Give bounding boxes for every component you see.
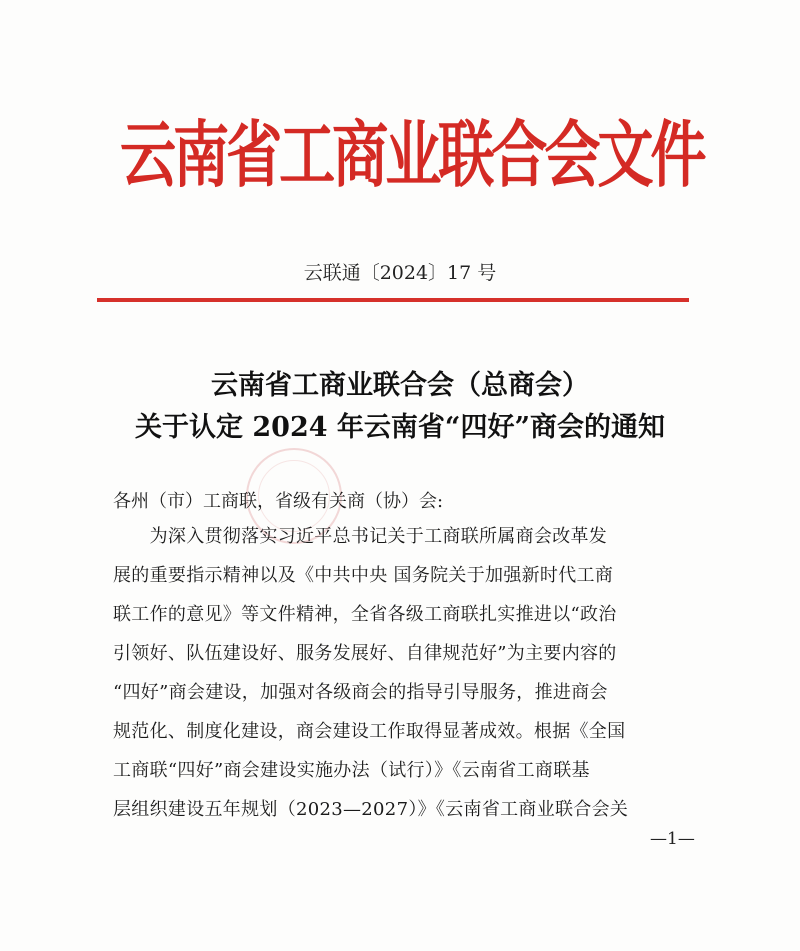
body-paragraph-line: 为深入贯彻落实习近平总书记关于工商联所属商会改革发 (113, 526, 608, 547)
body-paragraph-line: 引领好、队伍建设好、服务发展好、自律规范好”为主要内容的 (113, 643, 617, 664)
red-divider-line (97, 298, 689, 302)
body-paragraph-line: 层组织建设五年规划（2023—2027）》《云南省工商业联合会关 (113, 799, 629, 820)
document-number: 云联通〔2024〕17 号 (303, 262, 497, 284)
body-paragraph-line: 展的重要指示精神以及《中共中央 国务院关于加强新时代工商 (113, 565, 614, 586)
body-paragraph-line: “四好”商会建设，加强对各级商会的指导引导服务，推进商会 (113, 682, 608, 703)
masthead-title: 云南省工商业联合会文件 (120, 113, 704, 197)
page-number: —1— (650, 829, 695, 849)
body-paragraph-line: 规范化、制度化建设，商会建设工作取得显著成效。根据《全国 (113, 721, 626, 742)
notice-title-line-1: 云南省工商业联合会（总商会） (211, 370, 589, 401)
body-paragraph-line: 联工作的意见》等文件精神，全省各级工商联扎实推进以“政治 (113, 604, 617, 625)
body-paragraph-line: 工商联“四好”商会建设实施办法（试行）》《云南省工商联基 (113, 760, 590, 781)
notice-title-line-2: 关于认定 2024 年云南省“四好”商会的通知 (134, 412, 665, 443)
salutation: 各州（市）工商联，省级有关商（协）会: (113, 491, 444, 512)
